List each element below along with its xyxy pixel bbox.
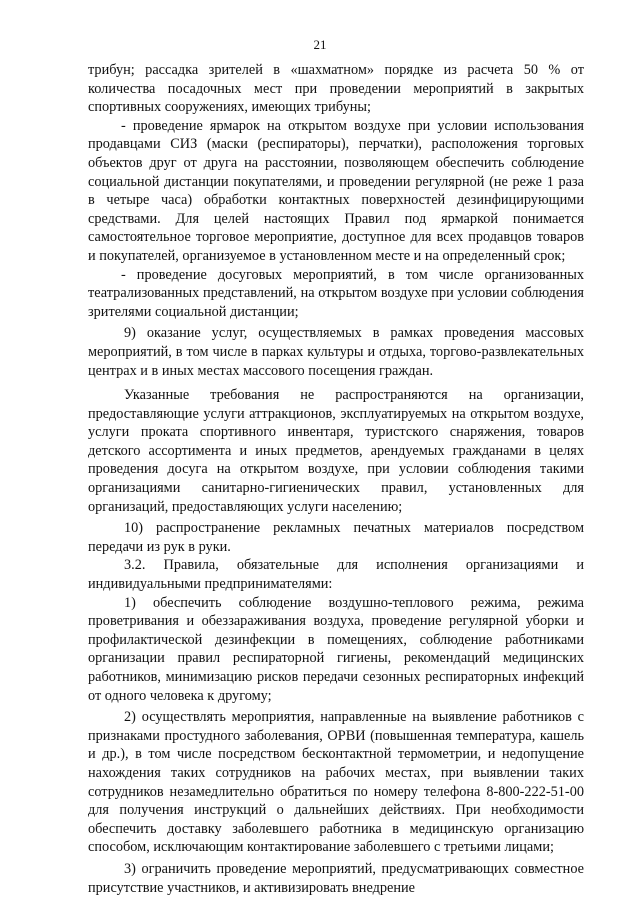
paragraph-item-9: 9) оказание услуг, осуществляемых в рамках проведения массовых мероприятий, в том числе в парках культуры и отдыха, торгово-развлекательных центрах и в иных местах массового посещения граждан. — [88, 325, 584, 379]
page-number: 21 — [313, 37, 327, 52]
paragraph-leisure-events: - проведение досуговых мероприятий, в том числе организованных театрализованных представлений, на открытом воздухе при условии соблюдения зрителями социальной дистанции; — [88, 266, 584, 320]
paragraph-rule-1: 1) обеспечить соблюдение воздушно-теплового режима, режима проветривания и обеззараживания воздуха, проведение регулярной уборки и профилактической дезинфекции в помещениях, соблюдение работниками организации правил респираторной гигиены, рекомендаций медицинских работников, минимизацию рисков передачи сезонных респираторных инфекций от одного человека к другому; — [88, 594, 584, 704]
document-body — [88, 61, 584, 897]
paragraph-rule-3: 3) ограничить проведение мероприятий, предусматривающих совместное присутствие участников, и активизировать внедрение — [88, 860, 584, 896]
paragraph-fairs: - проведение ярмарок на открытом воздухе при условии использования продавцами СИЗ (маски (респираторы), перчатки), расположения торговых объектов друг от друга на расстоянии, позволяющем обеспечить соблюдение социальной дистанции покупателями, и проведении регулярной (не реже 1 раза в четыре часа) обработки контактных поверхностей дезинфицирующими средствами. Для целей настоящих Правил под ярмаркой понимается самостоятельное торговое мероприятие, доступное для всех продавцов товаров и покупателей, организуемое в установленном месте и на определенный срок; — [88, 117, 584, 264]
paragraph-rule-2: 2) осуществлять мероприятия, направленные на выявление работников с признаками простудного заболевания, ОРВИ (повышенная температура, кашель и др.), в том числе посредством бесконтактной термометрии, и недопущение нахождения таких сотрудников на рабочих местах, при выявлении таких сотрудников незамедлительно обратиться по номеру телефона 8-800-222-51-00 для получения инструкций о дальнейших действиях. При необходимости обеспечить доставку заболевшего работника в медицинскую организацию способом, исключающим контактирование заболевшего с третьими лицами; — [88, 709, 584, 856]
paragraph-section-3-2: 3.2. Правила, обязательные для исполнения организациями и индивидуальными предпринимателями: — [88, 557, 584, 593]
paragraph-exceptions: Указанные требования не распространяются на организации, предоставляющие услуги аттракционов, эксплуатируемых на открытом воздухе, услуги проката спортивного инвентаря, туристского снаряжения, товаров детского ассортимента и иных предметов, арендуемых гражданами в целях проведения досуга на открытом воздухе, при условии соблюдения такими организациями санитарно-гигиенических правил, установленных для организаций, предоставляющих услуги населению; — [88, 387, 584, 515]
paragraph-tribune-seating: трибун; рассадка зрителей в «шахматном» порядке из расчета 50 % от количества посадочных мест при проведении мероприятий в закрытых спортивных сооружениях, имеющих трибуны; — [88, 62, 584, 116]
paragraph-item-10: 10) распространение рекламных печатных материалов посредством передачи из рук в руки. — [88, 520, 584, 555]
